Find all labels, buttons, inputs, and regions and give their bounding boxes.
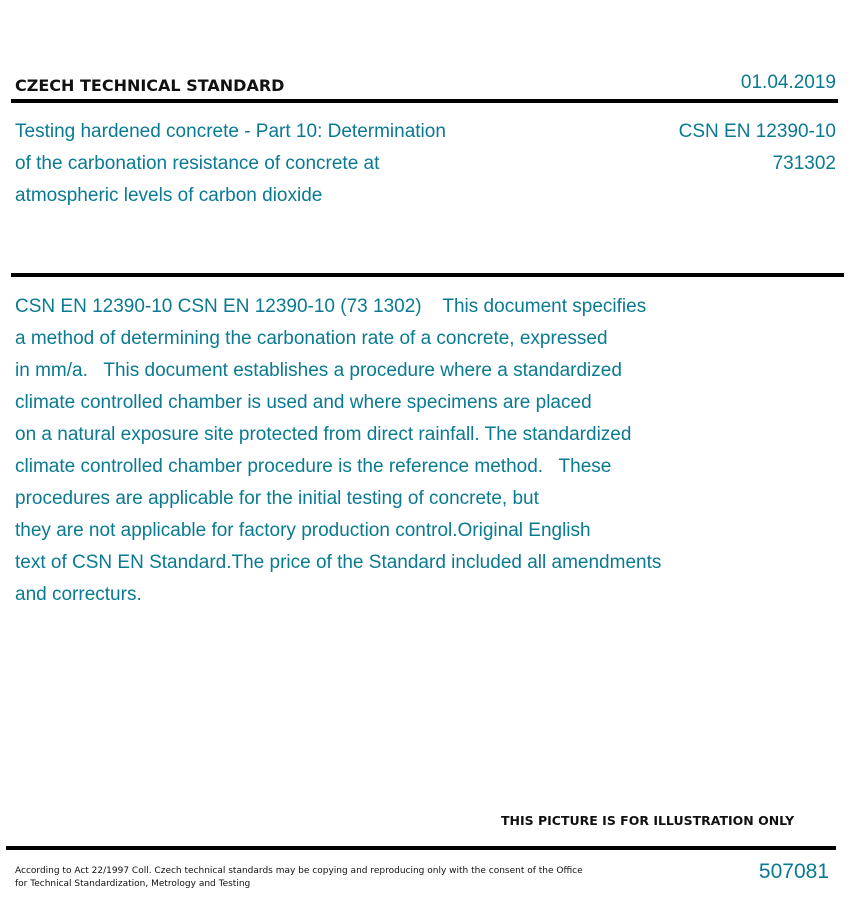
publication-date: 01.04.2019: [740, 72, 836, 93]
description-line: a method of determining the carbonation rate of a concrete, expressed: [15, 328, 608, 349]
description-line: in mm/a. This document establishes a procedure where a standardized: [15, 360, 622, 381]
standard-title: [15, 116, 535, 212]
standard-code: CSN EN 12390-10: [678, 121, 836, 142]
footer-divider: [6, 846, 836, 850]
class-number: 731302: [772, 153, 836, 174]
description-line: procedures are applicable for the initial testing of concrete, but: [15, 488, 539, 509]
legal-line: for Technical Standardization, Metrology and Testing: [15, 879, 251, 889]
illustration-note: THIS PICTURE IS FOR ILLUSTRATION ONLY: [501, 813, 795, 828]
title-line: of the carbonation resistance of concrete at: [15, 153, 380, 174]
description-line: they are not applicable for factory production control.Original English: [15, 520, 591, 541]
description-line: CSN EN 12390-10 CSN EN 12390-10 (73 1302) This document specifies: [15, 296, 647, 317]
document-number: 507081: [758, 860, 829, 883]
description-line: and correcturs.: [15, 584, 142, 605]
title-line: Testing hardened concrete - Part 10: Determination: [15, 121, 446, 142]
standard-description: [15, 291, 835, 611]
description-line: on a natural exposure site protected from direct rainfall. The standardized: [15, 424, 632, 445]
title-line: atmospheric levels of carbon dioxide: [15, 185, 323, 206]
standard-codes: [679, 116, 836, 180]
document-type-label: CZECH TECHNICAL STANDARD: [15, 76, 285, 95]
header-divider: [11, 99, 838, 103]
title-divider: [11, 273, 844, 277]
description-line: text of CSN EN Standard.The price of the Standard included all amendments: [15, 552, 662, 573]
legal-line: According to Act 22/1997 Coll. Czech technical standards may be copying and reproducing only with the consent of the Office: [15, 866, 583, 876]
description-line: climate controlled chamber procedure is the reference method. These: [15, 456, 612, 477]
legal-notice: [15, 865, 583, 891]
description-line: climate controlled chamber is used and where specimens are placed: [15, 392, 592, 413]
